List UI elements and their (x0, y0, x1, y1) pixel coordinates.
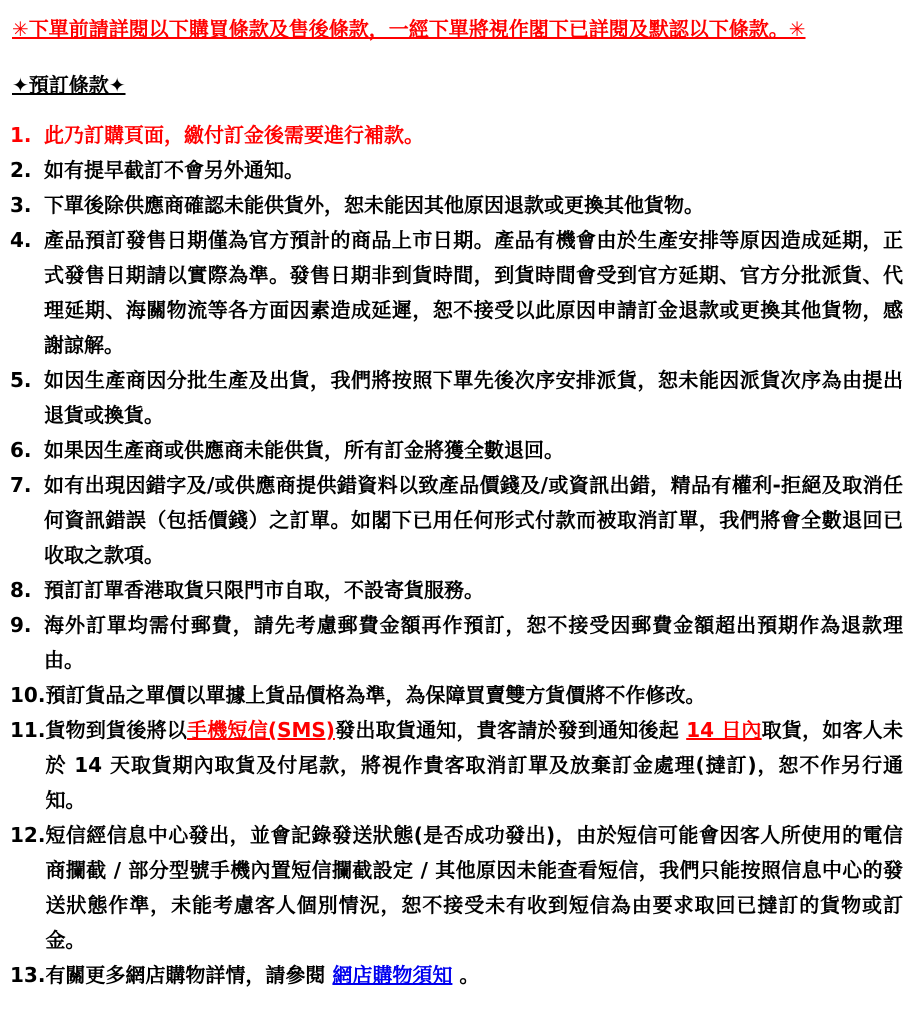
term-text (44, 118, 903, 153)
term-segment: 海外訂單均需付郵費，請先考慮郵費金額再作預訂，恕不接受因郵費金額超出預期作為退款理由。 (44, 613, 903, 672)
term-item-12 (10, 818, 903, 958)
term-text (45, 958, 903, 993)
term-text (44, 188, 903, 223)
term-segment: 如果因生產商或供應商未能供貨，所有訂金將獲全數退回。 (44, 438, 564, 462)
term-number: 8. (10, 578, 32, 602)
terms-list (10, 118, 903, 993)
term-segment: 如有出現因錯字及/或供應商提供錯資料以致產品價錢及/或資訊出錯，精品有權利-拒絕及取消任何資訊錯誤（包括價錢）之訂單。如閣下已用任何形式付款而被取消訂單，我們將會全數退回已收取之款項。 (44, 473, 903, 567)
term-text (45, 678, 903, 713)
term-number: 12. (10, 823, 46, 847)
term-item-4 (10, 223, 903, 363)
term-number: 3. (10, 193, 32, 217)
highlighted-red-text: 14 日內 (686, 718, 762, 742)
term-item-2 (10, 153, 903, 188)
term-item-6 (10, 433, 903, 468)
term-number: 1. (10, 123, 32, 147)
term-number: 4. (10, 228, 32, 252)
term-segment: 貨物到貨後將以 (45, 718, 188, 742)
term-segment: 此乃訂購頁面，繳付訂金後需要進行補款。 (44, 123, 424, 147)
term-item-7 (10, 468, 903, 573)
term-number: 6. (10, 438, 32, 462)
term-item-5 (10, 363, 903, 433)
term-segment: 下單後除供應商確認未能供貨外，恕未能因其他原因退款或更換其他貨物。 (44, 193, 704, 217)
term-segment: 預訂貨品之單價以單據上貨品價格為準，為保障買賣雙方貨價將不作修改。 (45, 683, 706, 707)
term-segment: 如因生產商因分批生產及出貨，我們將按照下單先後次序安排派貨，恕未能因派貨次序為由提出退貨或換貨。 (44, 368, 903, 427)
term-number: 10. (10, 683, 46, 707)
term-item-1 (10, 118, 903, 153)
term-number: 11. (10, 718, 46, 742)
term-segment: 短信經信息中心發出，並會記錄發送狀態(是否成功發出)，由於短信可能會因客人所使用的電信商攔截 / 部分型號手機內置短信攔截設定 / 其他原因未能查看短信，我們只能按照信息中心的發送狀態作準，未能考慮客人個別情況，恕不接受未有收到短信為由要求取回已撻訂的貨物或訂金。 (45, 823, 903, 952)
term-text (44, 363, 903, 433)
term-item-9 (10, 608, 903, 678)
term-segment: 取貨，如客人未於 14 天取貨期內取貨及付尾款，將視作貴客取消訂單及放棄訂金處理(撻訂)，恕不作另行通知。 (45, 718, 904, 812)
term-segment: 如有提早截訂不會另外通知。 (44, 158, 304, 182)
term-text (44, 573, 903, 608)
term-item-8 (10, 573, 903, 608)
term-item-10 (10, 678, 903, 713)
term-text (45, 713, 903, 818)
term-text (44, 608, 903, 678)
term-item-3 (10, 188, 903, 223)
section-title-preorder-terms: ✦預訂條款✦ (12, 73, 126, 97)
term-number: 7. (10, 473, 32, 497)
term-segment: 發出取貨通知，貴客請於發到通知後起 (334, 718, 687, 742)
term-number: 2. (10, 158, 32, 182)
term-segment: 有關更多網店購物詳情，請參閱 (45, 963, 333, 987)
term-text (44, 433, 903, 468)
term-segment: 預訂訂單香港取貨只限門市自取，不設寄貨服務。 (44, 578, 484, 602)
term-text (44, 153, 903, 188)
term-number: 9. (10, 613, 32, 637)
term-text (44, 223, 903, 363)
term-text (44, 468, 903, 573)
term-item-11 (10, 713, 903, 818)
term-number: 5. (10, 368, 32, 392)
term-segment: 產品預訂發售日期僅為官方預計的商品上市日期。產品有機會由於生產安排等原因造成延期，正式發售日期請以實際為準。發售日期非到貨時間，到貨時間會受到官方延期、官方分批派貨、代理延期、海關物流等各方面因素造成延遲，恕不接受以此原因申請訂金退款或更換其他貨物，感謝諒解。 (44, 228, 903, 357)
highlighted-red-text: 手機短信(SMS) (187, 718, 335, 742)
term-segment: 。 (452, 963, 480, 987)
term-item-13 (10, 958, 903, 993)
term-text (45, 818, 903, 958)
store-shopping-guide-link[interactable]: 網店購物須知 (332, 963, 453, 987)
purchase-notice-header: ✳下單前請詳閱以下購買條款及售後條款，一經下單將視作閣下已詳閱及默認以下條款。✳ (12, 17, 806, 41)
term-number: 13. (10, 963, 46, 987)
